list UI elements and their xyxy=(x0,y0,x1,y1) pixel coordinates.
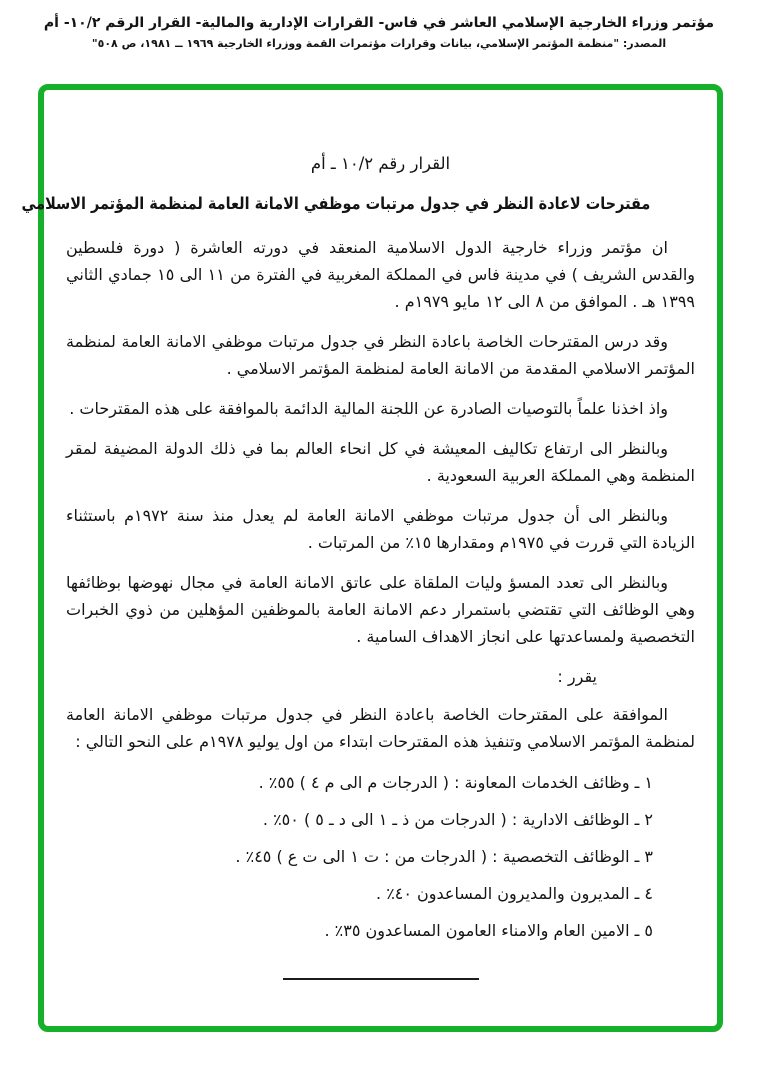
decision-number: القرار رقم ١٠/٢ ـ أم xyxy=(310,154,451,173)
preamble-paragraph-noted: واذ اخذنا علماً بالتوصيات الصادرة عن اللجنة المالية الدائمة بالموافقة على هذه المقترحات . xyxy=(69,399,668,418)
document-frame xyxy=(21,84,723,1032)
preamble-paragraph-cost-of-living: وبالنظر الى ارتفاع تكاليف المعيشة في كل انحاء العالم بما في ذلك الدولة المضيفة لمقر المنظمة وهي المملكة العربية السعودية . xyxy=(66,439,695,485)
bottom-rule xyxy=(283,978,479,980)
document-title: مقترحات لاعادة النظر في جدول مرتبات موظفي الامانة العامة لمنظمة المؤتمر الاسلامي xyxy=(21,194,651,213)
salary-item-secretary-general: ٥ ـ الامين العام والامناء العامون المساعدون ٣٥٪ . xyxy=(324,921,653,940)
document-title-line xyxy=(21,190,695,217)
conference-header-line: مؤتمر وزراء الخارجية الإسلامي العاشر في فاس- القرارات الإدارية والمالية- القرار الرقم ١٠/٢- أم xyxy=(43,15,715,31)
operative-paragraph: الموافقة على المقترحات الخاصة باعادة النظر في جدول مرتبات موظفي الامانة العامة لمنظمة المؤتمر الاسلامي وتنفيذ هذه المقترحات ابتداء من اول يوليو ١٩٧٨م على النحو التالي : xyxy=(66,705,695,751)
salary-item-support-services: ١ ـ وظائف الخدمات المعاونة : ( الدرجات م الى م ٤ ) ٥٥٪ . xyxy=(258,773,653,792)
salary-item-directors: ٤ ـ المديرون والمديرون المساعدون ٤٠٪ . xyxy=(376,884,653,903)
preamble-paragraph-responsibilities: وبالنظر الى تعدد المسؤ وليات الملقاة على عاتق الامانة العامة في مجال نهوضها بوظائفها وهي الوظائف التي تقتضي باستمرار دعم الامانة العامة بالموظفين المؤهلين من ذوي الخبرات التخصصية ولمساعدتها على انجاز الاهداف السامية . xyxy=(66,573,695,646)
document-content xyxy=(21,90,717,980)
salary-item-administrative: ٢ ـ الوظائف الادارية : ( الدرجات من ذ ـ ١ الى د ـ ٥ ) ٥٠٪ . xyxy=(262,810,653,829)
preamble-paragraph-salary-scale: وبالنظر الى أن جدول مرتبات موظفي الامانة العامة لم يعدل منذ سنة ١٩٧٢م باستثناء الزيادة التي قررت في ١٩٧٥م ومقدارها ١٥٪ من المرتبات . xyxy=(66,506,695,552)
page-header xyxy=(0,0,758,50)
decides-label: يقرر : xyxy=(557,667,597,686)
salary-item-professional: ٣ ـ الوظائف التخصصية : ( الدرجات من : ت ١ الى ت ع ) ٤٥٪ . xyxy=(235,847,653,866)
decision-number-line xyxy=(66,150,695,177)
preamble-paragraph-session: ان مؤتمر وزراء خارجية الدول الاسلامية المنعقد في دورته العاشرة ( دورة فلسطين والقدس الشريف ) في مدينة فاس في المملكة المغربية في الفترة من ١١ الى ١٥ جمادي الثاني ١٣٩٩ هـ . الموافق من ٨ الى ١٢ مايو ١٩٧٩م . xyxy=(66,238,695,311)
source-citation-line: المصدر: "منظمة المؤتمر الإسلامي، بيانات وقرارات مؤتمرات القمة ووزراء الخارجية ١٩٦٩ ــ ١٩٨١، ص ٥٠٨" xyxy=(91,37,667,50)
preamble-paragraph-studied: وقد درس المقترحات الخاصة باعادة النظر في جدول مرتبات موظفي الامانة العامة لمنظمة المؤتمر الاسلامي المقدمة من الامانة العامة لمنظمة المؤتمر الاسلامي . xyxy=(66,332,695,378)
